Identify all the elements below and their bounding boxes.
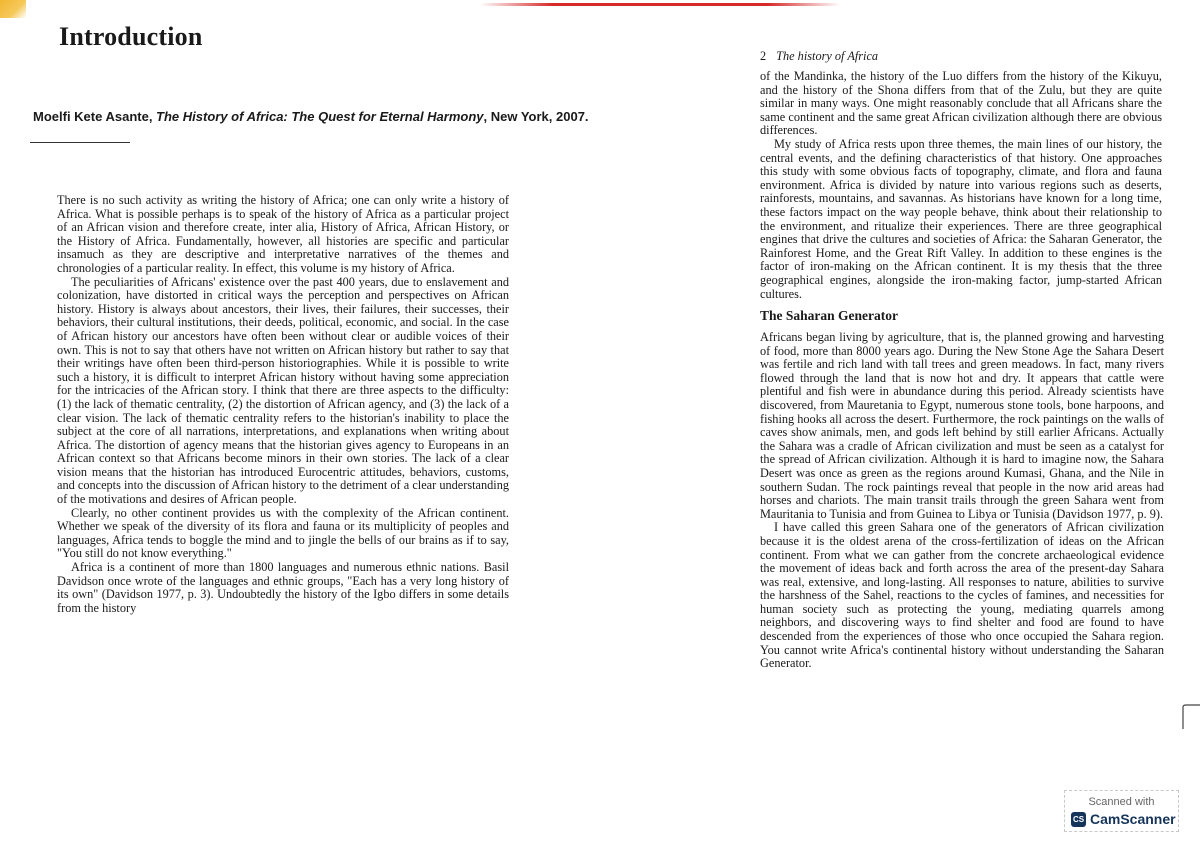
paragraph: Africans began living by agriculture, that is, the planned growing and harvesting of food, more than 8000 years ago. During the New Stone Age the Sahara Desert was fertile and rich land with tall trees and green meadows. In fact, many rivers flowed through the land that is now hot and dry. It appears that cattle were plentiful and fish were in abundance during this period. Already scientists have discovered, from Mauretania to Egypt, numerous stone tools, bone harpoons, and fishing hooks all across the desert. Furthermore, the rock paintings on the walls of caves show animals, men, and gods left behind by still earlier Africans. Actually the Sahara was a cradle of African civilization and must be seen as a catalyst for the spread of African civilization. Although it is hard to imagine now, the Sahara Desert was once as green as the regions around Kumasi, Ghana, and the Nile in southern Sudan. The rock paintings reveal that people in the now arid areas had horses and chariots. The main transit trails through the green Sahara went from Mauritania to Tunisia and from Guinea to Libya or Tunisia (Davidson 1977, p. 9).: [760, 330, 1165, 521]
paragraph: of the Mandinka, the history of the Luo differs from the history of the Kikuyu, and the history of the Shona differs from that of the Zulu, but they are quite similar in many ways. One might reasonably conclude that all Africans share the same continent and the same great African civilization although there are obvious differences.: [760, 69, 1162, 138]
citation-book-title: The History of Africa: The Quest for Eternal Harmony: [156, 109, 484, 124]
paragraph: There is no such activity as writing the history of Africa; one can only write a history of Africa. What is possible perhaps is to speak of the history of Africa as a particular project of an African vision and therefore create, inter alia, History of Africa, African History, or the History of Africa. Fundamentally, however, all histories are specific and particular insamuch as they are descriptive and interpretative narratives of the themes and chronologies of a particular reality. In effect, this volume is my history of Africa.: [57, 193, 509, 275]
paragraph: The peculiarities of Africans' existence over the past 400 years, due to enslavement and colonization, have distorted in critical ways the perception and perspectives on African history. History is always about ancestors, their lives, their failures, their successes, their behaviors, their cultural institutions, their deeds, political, economic, and social. In the case of African history our ancestors have often been without clear or audible voices of their own. This is not to say that others have not written on African history but rather to say that their writings have often been third-person historiographies. While it is possible to write such a history, it is difficult to interpret African history without having some appreciation for the intricacies of the African story. I think that there are three aspects to the difficulty: (1) the lack of thematic centrality, (2) the distortion of African agency, and (3) the lack of a clear vision. The lack of thematic centrality refers to the historian's inability to place the subject at the core of all narrations, interpretations, and explanations when writing about Africa. The distortion of agency means that the historian gives agency to Europeans in an African context so that Africans become minors in their own stories. The lack of a clear vision means that the historian has introduced Eurocentric attitudes, behaviors, customs, and concepts into the discussion of African history to the detriment of a clear understanding of the motivations and desires of African people.: [57, 274, 509, 507]
camscanner-name: CamScanner: [1090, 811, 1176, 827]
section-body-text: [760, 331, 1164, 671]
chapter-title: Introduction: [59, 22, 203, 51]
citation-underline: [30, 142, 130, 143]
paragraph: Africa is a continent of more than 1800 languages and numerous ethnic nations. Basil Davidson once wrote of the languages and ethnic groups, "Each has a very long history of its own" (Davidson 1977, p. 3). Undoubtedly the history of the Igbo differs in some details from the history: [57, 560, 509, 615]
running-head: [760, 49, 878, 64]
left-body-text: [57, 194, 509, 615]
citation-publication: , New York, 2007.: [483, 109, 589, 124]
page-corner-mark: [1181, 703, 1200, 731]
right-top-body-text: [760, 70, 1162, 301]
paragraph: I have called this green Sahara one of the generators of African civilization because it is the oldest arena of the cross-fertilization of ideas on the African continent. From what we can gather from the concrete archaeological evidence the movement of ideas back and forth across the area of the present-day Sahara was real, extensive, and long-lasting. All responses to nature, abilities to survive the harshness of the Sahel, reactions to the cycles of famines, and necessities for human society such as protecting the young, mediating quarrels among neighbors, and discovering ways to find shelter and food are found to have descended from the experiences of those who once occupied the Sahara region. You cannot write Africa's continental history without understanding the Saharan Generator.: [760, 520, 1164, 671]
citation: [33, 109, 589, 124]
citation-author: Moelfi Kete Asante,: [33, 109, 157, 124]
section-heading: The Saharan Generator: [760, 308, 898, 323]
camscanner-logo-icon: CS: [1071, 812, 1086, 827]
paragraph: Clearly, no other continent provides us with the complexity of the African continent. Whether we speak of the diversity of its flora and fauna or its multiplicity of peoples and languages, Africa tends to boggle the mind and to jingle the bells of our brains as if to say, "You still do not know everything.": [57, 505, 509, 561]
paragraph: My study of Africa rests upon three themes, the main lines of our history, the central events, and the defining characteristics of that history. One approaches this study with some obvious facts of topography, climate, and flora and fauna environment. Africa is divided by nature into various regions such as deserts, rainforests, mountains, and savannas. As historians have known for a long time, these factors impact on the way people behave, think about their relationship to the environment, and ritualize their experiences. There are three geographical engines that drive the cultures and societies of Africa: the Saharan Generator, the Rainforest Home, and the Great Rift Valley. In addition to these engines is the factor of iron-making on the African continent. It is my thesis that the three geographical engines, alongside the iron-making factor, jump-started African cultures.: [760, 136, 1162, 301]
running-head-title: The history of Africa: [776, 49, 879, 63]
right-page: [600, 0, 1200, 848]
page-number: 2: [760, 49, 767, 63]
scanned-with-label: Scanned with: [1088, 796, 1155, 808]
camscanner-watermark: [1064, 790, 1179, 832]
